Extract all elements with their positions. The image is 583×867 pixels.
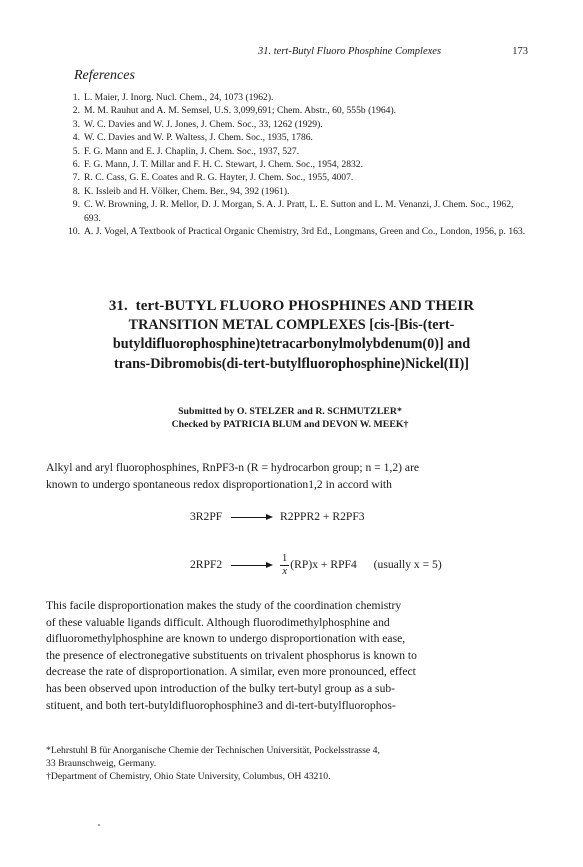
reference-item	[66, 131, 526, 144]
reference-text: F. G. Mann, J. T. Millar and F. H. C. Stewart, J. Chem. Soc., 1954, 2832.	[84, 159, 363, 171]
footnotes	[46, 744, 536, 783]
eq2-note: (usually x = 5)	[373, 558, 442, 572]
reference-number: 6.	[72, 159, 80, 171]
fraction-denominator: x	[282, 566, 287, 577]
reference-text: F. G. Mann and E. J. Chaplin, J. Chem. Soc., 1937, 527.	[84, 145, 300, 157]
running-title: 31. tert-Butyl Fluoro Phosphine Complexes	[258, 46, 442, 57]
reference-item	[66, 171, 526, 184]
reaction-arrow-icon	[231, 517, 271, 518]
speck	[98, 824, 100, 826]
equation-1	[190, 510, 365, 523]
body-line: decrease the rate of disproportionation. A similar, even more pronounced, effect	[46, 665, 416, 679]
body-line: has been observed upon introduction of the bulky tert-butyl group as a sub-	[46, 681, 396, 695]
reference-number: 2.	[72, 105, 80, 117]
reference-number: 8.	[72, 185, 80, 197]
intro-line-2: known to undergo spontaneous redox disproportionation1,2 in accord with	[46, 477, 392, 491]
reference-text: M. M. Rauhut and A. M. Semsel, U.S. 3,099,691; Chem. Abstr., 60, 555b (1964).	[84, 105, 397, 117]
title-line-2: TRANSITION METAL COMPLEXES [cis-[Bis-(tert-	[128, 317, 455, 334]
title-line-4: trans-Dibromobis(di-tert-butylfluorophosphine)Nickel(II)]	[114, 355, 469, 372]
eq2-reactant: 2RPF2	[190, 558, 223, 572]
intro-line-1: Alkyl and aryl fluorophosphines, RnPF3-n (R = hydrocarbon group; n = 1,2) are	[46, 461, 420, 474]
references-heading: References	[74, 68, 135, 83]
body-line: difluoromethylphosphine are known to undergo disproportionation with ease,	[46, 632, 406, 646]
reference-number: 9.	[72, 199, 80, 211]
footnote-1-line-1: *Lehrstuhl B für Anorganische Chemie der Technischen Universität, Pockelsstrasse 4,	[46, 745, 380, 756]
reference-item	[66, 158, 526, 171]
body-line: This facile disproportionation makes the study of the coordination chemistry	[46, 599, 402, 612]
reference-item	[66, 118, 526, 131]
reference-number: 3.	[72, 118, 80, 130]
eq1-products: R2PPR2 + R2PF3	[280, 510, 365, 523]
reference-number: 7.	[72, 172, 80, 184]
intro-paragraph	[46, 460, 536, 493]
reference-text: W. C. Davies and W. P. Waltess, J. Chem. Soc., 1935, 1786.	[84, 132, 313, 144]
article-number: 31.	[108, 298, 128, 314]
equation-2	[190, 553, 442, 587]
eq1-reactant: 3R2PF	[190, 510, 223, 523]
title-line-1-text: tert-BUTYL FLUORO PHOSPHINES AND THEIR	[135, 298, 475, 314]
running-header	[258, 46, 528, 57]
reference-item	[66, 225, 526, 238]
reference-text: W. C. Davies and W. J. Jones, J. Chem. Soc., 33, 1262 (1929).	[84, 118, 323, 130]
reference-number: 10.	[68, 226, 80, 238]
reference-item	[66, 185, 526, 198]
reference-item	[66, 104, 526, 117]
reference-number: 5.	[72, 145, 80, 157]
footnote-2: †Department of Chemistry, Ohio State University, Columbus, OH 43210.	[46, 771, 331, 782]
reference-number: 1.	[72, 92, 80, 103]
article-title	[70, 297, 513, 374]
reference-number: 4.	[72, 132, 80, 144]
submitted-by: Submitted by O. STELZER and R. SCHMUTZLER*	[178, 406, 402, 417]
checked-by: Checked by PATRICIA BLUM and DEVON W. MEEK†	[171, 419, 409, 431]
reference-text: R. C. Cass, G. E. Coates and R. G. Hayter, J. Chem. Soc., 1955, 4007.	[84, 172, 354, 184]
reference-text: L. Maier, J. Inorg. Nucl. Chem., 24, 1073 (1962).	[84, 92, 274, 103]
reaction-arrow-icon	[231, 565, 271, 566]
fraction-numerator: 1	[282, 553, 288, 564]
reference-text: C. W. Browning, J. R. Mellor, D. J. Morgan, S. A. J. Pratt, L. E. Sutton and L. M. Venanzi, J. Chem. Soc., 1962, 693.	[84, 199, 514, 224]
reference-item	[66, 198, 526, 225]
body-line: stituent, and both tert-butyldifluorophosphine3 and di-tert-butylfluorophos-	[46, 698, 396, 712]
eq2-products: (RP)x + RPF4	[290, 558, 357, 572]
reference-text: A. J. Vogel, A Textbook of Practical Organic Chemistry, 3rd Ed., Longmans, Green and Co., London, 1956, p. 163.	[84, 226, 526, 238]
body-line: the presence of electronegative substituents on trivalent phosphorus is known to	[46, 648, 417, 662]
attribution	[100, 405, 480, 431]
body-line: of these valuable ligands difficult. Although fluorodimethylphosphine and	[46, 615, 390, 629]
references-list	[66, 91, 526, 238]
body-paragraph	[46, 598, 536, 714]
reference-text: K. Issleib and H. Völker, Chem. Ber., 94, 392 (1961).	[84, 185, 290, 197]
page-number: 173	[512, 46, 528, 57]
footnote-1-line-2: 33 Braunschweig, Germany.	[46, 758, 157, 769]
title-line-3: butyldifluorophosphine)tetracarbonylmolybdenum(0)] and	[112, 336, 471, 353]
reference-item	[66, 145, 526, 158]
reference-item	[66, 91, 526, 104]
title-line-1	[70, 297, 513, 316]
fraction	[280, 553, 289, 578]
